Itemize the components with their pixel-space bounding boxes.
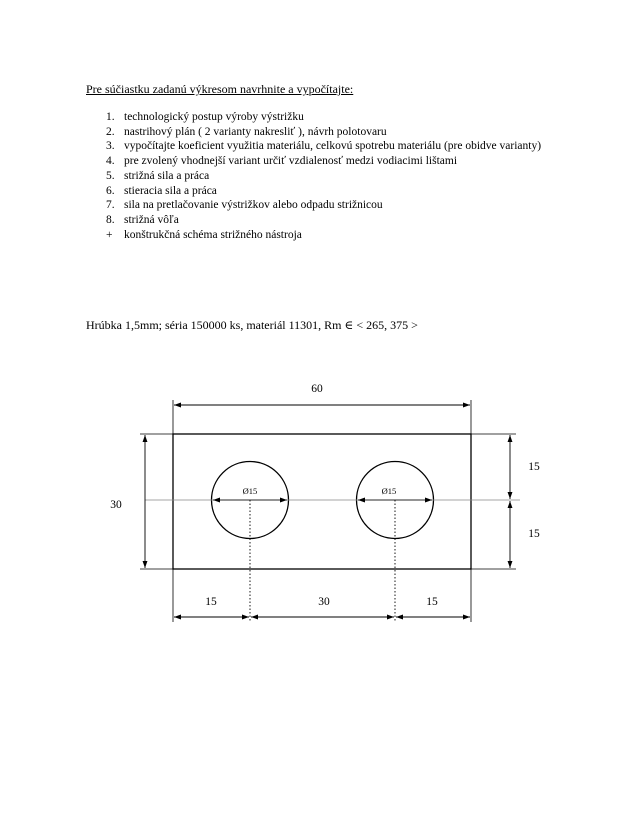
- task-number: 5.: [106, 169, 115, 182]
- bottom-middle-dimension-label: 30: [318, 596, 330, 608]
- task-text: strižná vôľa: [124, 213, 179, 226]
- assignment-heading: Pre súčiastku zadanú výkresom navrhnite a vypočítajte:: [86, 82, 354, 96]
- hole-left-label: Ø15: [242, 486, 258, 496]
- task-text: vypočítajte koeficient využitia materiálu, celkovú spotrebu materiálu (pre obidve varianty): [124, 140, 542, 153]
- width-dimension-label: 60: [311, 383, 323, 395]
- task-text: technologický postup výroby výstrižku: [124, 111, 304, 123]
- hole-right-label: Ø15: [381, 486, 397, 496]
- task-number: +: [106, 228, 113, 241]
- task-text: sila na pretlačovanie výstrižkov alebo odpadu strižnicou: [124, 199, 383, 212]
- task-number: 8.: [106, 213, 115, 226]
- task-number: 2.: [106, 125, 115, 138]
- task-text: stieracia sila a práca: [124, 184, 217, 197]
- task-number: 6.: [106, 184, 115, 197]
- task-number: 4.: [106, 155, 115, 168]
- task-number: 3.: [106, 140, 115, 153]
- right-top-dimension-label: 15: [528, 461, 540, 473]
- bottom-left-dimension-label: 15: [205, 596, 217, 608]
- bottom-right-dimension-label: 15: [426, 596, 438, 608]
- height-dimension-label: 30: [110, 499, 122, 511]
- task-number: 7.: [106, 199, 115, 212]
- material-parameters: Hrúbka 1,5mm; séria 150000 ks, materiál 11301, Rm ∈ < 265, 375 >: [86, 318, 418, 332]
- task-text: strižná sila a práca: [124, 169, 210, 182]
- task-number: 1.: [106, 111, 115, 123]
- task-text: konštrukčná schéma strižného nástroja: [124, 228, 302, 241]
- right-bottom-dimension-label: 15: [528, 528, 540, 540]
- task-text: nastrihový plán ( 2 varianty nakresliť ), návrh polotovaru: [124, 125, 387, 138]
- part-outline: [173, 434, 471, 569]
- task-text: pre zvolený vhodnejší variant určiť vzdialenosť medzi vodiacimi lištami: [124, 155, 458, 168]
